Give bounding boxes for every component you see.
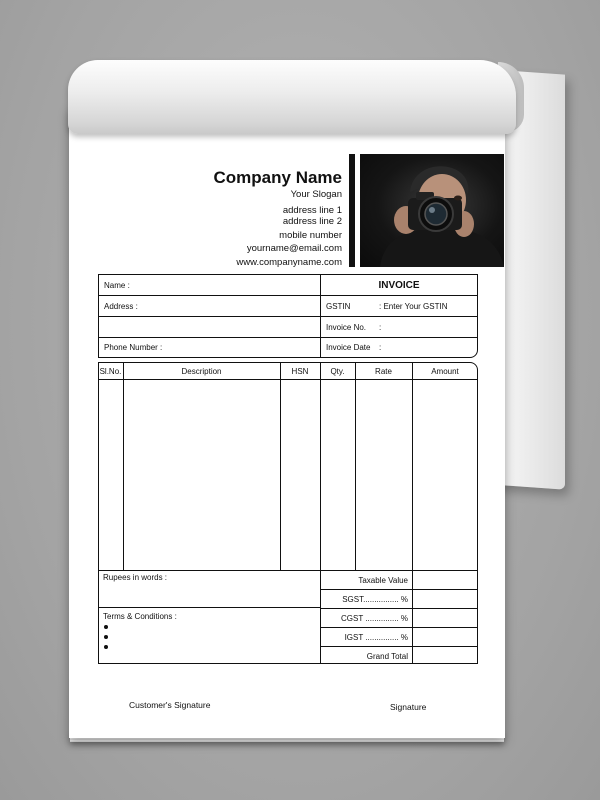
company-email: yourname@email.com [246,243,342,254]
col-divider [280,362,281,570]
photographer-photo [360,154,504,267]
gstin-value: : Enter Your GSTIN [379,302,448,311]
phone-label: Phone Number : [104,343,163,352]
terms-bullet [104,645,108,649]
totals-divider [320,608,478,609]
company-website: www.companyname.com [236,257,342,268]
igst-label: IGST ............... % [344,633,408,642]
totals-divider [320,646,478,647]
items-header-divider [98,379,478,380]
address-label: Address : [104,302,138,311]
name-label: Name : [104,281,130,290]
col-header-qty: Qty. [330,367,345,376]
terms-bullet [104,635,108,639]
grand-total-label: Grand Total [366,652,408,661]
signature-label: Signature [390,702,427,712]
invoice-no-label: Invoice No. [326,323,367,332]
col-header-slno: Sl.No. [99,367,122,376]
col-header-hsn: HSN [291,367,309,376]
col-divider [123,362,124,570]
row-divider [98,337,478,338]
binding-roll [68,60,516,134]
items-body-bottom [98,570,478,571]
terms-label: Terms & Conditions : [103,612,177,621]
sgst-label: SGST................ % [342,595,408,604]
col-header-amount: Amount [431,367,459,376]
row-divider [98,295,478,296]
header-divider-bar [349,154,355,267]
taxable-value-label: Taxable Value [358,576,408,585]
col-header-rate: Rate [375,367,392,376]
invoice-no-separator: : [379,323,382,332]
address-line-2: address line 2 [282,216,342,227]
invoice-title: INVOICE [378,280,420,291]
invoice-date-label: Invoice Date [326,343,371,352]
row-divider [98,316,478,317]
col-divider [412,362,413,664]
totals-divider [320,589,478,590]
customer-signature-label: Customer's Signature [129,700,211,710]
mobile-number: mobile number [279,230,342,241]
company-name: Company Name [213,168,342,187]
col-header-description: Description [181,367,222,376]
totals-divider [320,627,478,628]
terms-bullet [104,625,108,629]
rupees-in-words-label: Rupees in words : [103,573,168,582]
rupees-divider [98,607,320,608]
col-divider [355,362,356,570]
invoice-date-separator: : [379,343,382,352]
address-line-1: address line 1 [282,205,342,216]
gstin-label: GSTIN [326,302,351,311]
photographer-with-camera-icon [360,154,504,267]
company-slogan: Your Slogan [290,189,342,200]
cgst-label: CGST ............... % [341,614,408,623]
